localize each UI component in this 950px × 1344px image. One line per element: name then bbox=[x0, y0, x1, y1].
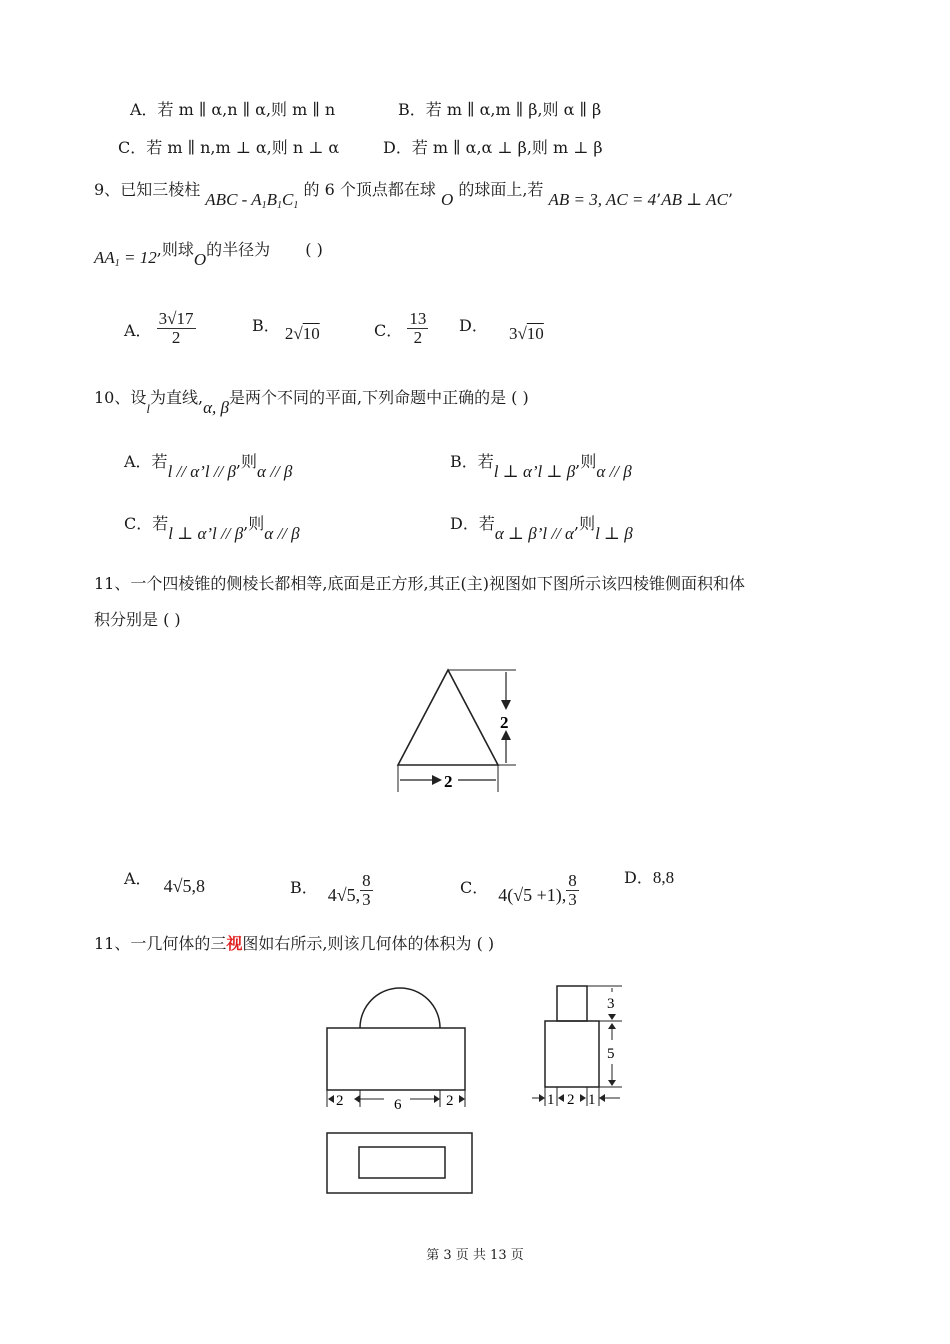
semicircle-top bbox=[360, 988, 440, 1028]
side-bottom-dim-middle: 2 bbox=[567, 1092, 575, 1108]
q11a-option-d: D．8,8 bbox=[624, 868, 675, 887]
q10-option-a: A．若l // α’l // β,则α // β bbox=[124, 452, 293, 481]
q8-option-d: D．若 m ∥ α,α ⊥ β,则 m ⊥ β bbox=[383, 138, 603, 157]
dim-arrow-icon bbox=[608, 1023, 616, 1029]
q11a-stem-line1: 11、一个四棱锥的侧棱长都相等,底面是正方形,其正(主)视图如下图所示该四棱锥侧面积和体 bbox=[94, 574, 746, 593]
q11a-option-c: C． 4(√5 +1), $\frac{8}{3}$ bbox=[460, 871, 577, 909]
dim-arrow-icon bbox=[328, 1095, 334, 1103]
dim-arrow-icon bbox=[558, 1094, 564, 1102]
front-dim-right: 2 bbox=[446, 1093, 454, 1109]
q8-option-c: C．若 m ∥ n,m ⊥ α,则 n ⊥ α bbox=[118, 138, 340, 157]
q9-option-b: B． 2√10 bbox=[252, 316, 320, 343]
q11a-front-view-figure bbox=[380, 660, 520, 800]
q9-stem-line1: 9、已知三棱柱 ABC - $A_1B_1C_1$ 的 6 个顶点都在球 O 的球面上,若 AB = 3, AC = 4’AB ⊥ AC’ bbox=[94, 180, 733, 211]
dim-arrow-icon bbox=[354, 1095, 360, 1103]
q10-option-d: D．若α ⊥ β’l // α,则l ⊥ β bbox=[450, 514, 633, 543]
side-dim-bottom: 5 bbox=[607, 1046, 615, 1062]
height-arrow-down-icon bbox=[501, 700, 511, 710]
side-top-rect bbox=[557, 986, 587, 1021]
dim-arrow-icon bbox=[608, 1014, 616, 1020]
front-dim-middle: 6 bbox=[394, 1097, 402, 1113]
q11b-top-view bbox=[322, 1130, 477, 1198]
q8-option-a: A．若 m ∥ α,n ∥ α,则 m ∥ n bbox=[130, 100, 336, 119]
q11b-side-view bbox=[530, 980, 630, 1110]
height-label: 2 bbox=[500, 713, 509, 732]
dim-arrow-icon bbox=[599, 1094, 605, 1102]
base-label: 2 bbox=[444, 772, 453, 791]
top-outer-rect bbox=[327, 1133, 472, 1193]
dim-arrow-icon bbox=[459, 1095, 465, 1103]
q11a-option-a: A． 4√5,8 bbox=[124, 869, 205, 896]
side-bottom-dim-right: 1 bbox=[588, 1092, 596, 1108]
top-inner-rect bbox=[359, 1147, 445, 1178]
q8-option-b: B．若 m ∥ α,m ∥ β,则 α ∥ β bbox=[398, 100, 602, 119]
page-footer: 第 3 页 共 13 页 bbox=[426, 1248, 524, 1263]
dim-arrow-icon bbox=[580, 1094, 586, 1102]
q9-option-d: D． 3√10 bbox=[459, 316, 544, 343]
q11b-front-view bbox=[320, 985, 475, 1115]
q9-option-a: A． $\frac{3√17}{2}$ bbox=[124, 309, 194, 347]
front-dim-left: 2 bbox=[336, 1093, 344, 1109]
dim-arrow-icon bbox=[539, 1094, 545, 1102]
q11b-stem: 11、一几何体的三视图如右所示,则该几何体的体积为 ( ) bbox=[94, 934, 495, 953]
front-rect bbox=[327, 1028, 465, 1090]
q11a-stem-line2: 积分别是 ( ) bbox=[94, 610, 181, 629]
triangle-outline bbox=[398, 670, 498, 765]
side-bottom-dim-left: 1 bbox=[547, 1092, 555, 1108]
q10-option-b: B．若l ⊥ α’l ⊥ β,则α // β bbox=[450, 452, 632, 481]
dim-arrow-icon bbox=[434, 1095, 440, 1103]
dim-arrow-icon bbox=[608, 1080, 616, 1086]
base-arrow-right-icon bbox=[432, 775, 442, 785]
q9-option-c: C． $\frac{13}{2}$ bbox=[374, 309, 427, 347]
side-dim-top: 3 bbox=[607, 996, 615, 1012]
q10-stem: 10、设$_l$为直线,α, β是两个不同的平面,下列命题中正确的是 ( ) bbox=[94, 388, 529, 417]
q10-option-c: C．若l ⊥ α’l // β,则α // β bbox=[124, 514, 300, 543]
q11a-option-b: B． 4√5, $\frac{8}{3}$ bbox=[290, 871, 371, 909]
q9-stem-line2: $AA_1 = 12$,则球O的半径为 ( ) bbox=[94, 240, 323, 269]
side-bottom-rect bbox=[545, 1021, 599, 1087]
